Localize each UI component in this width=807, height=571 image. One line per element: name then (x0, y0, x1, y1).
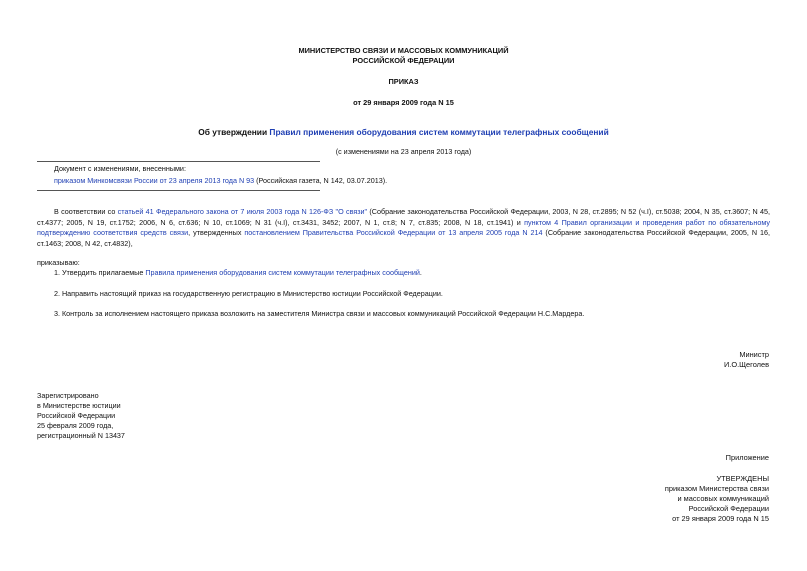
divider-bottom (37, 190, 320, 191)
preamble-text-4: (Собрание законодательства Российской Федерации, 2005, N 16, ст.1463; 2008, N 42, ст.4832), (37, 228, 770, 248)
preamble-text-1: В соответствии со (54, 207, 118, 216)
order-item-1 (54, 268, 422, 277)
registration-line-3: Российской Федерации (37, 411, 116, 420)
appendix-line-4: от 29 января 2009 года N 15 (672, 514, 769, 523)
appendix-line-2: и массовых коммуникаций (677, 494, 769, 503)
rules-paragraph-link[interactable]: пунктом 4 Правил организации и проведения работ по обязательному подтверждению соответствия средств связи (37, 217, 770, 237)
amendments-line (54, 176, 387, 185)
ministry-line-2: РОССИЙСКОЙ ФЕДЕРАЦИИ (352, 56, 455, 65)
appendix-approved: УТВЕРЖДЕНЫ (716, 474, 769, 483)
revision-note: (с изменениями на 23 апреля 2013 года) (335, 147, 472, 156)
doc-date-number: от 29 января 2009 года N 15 (353, 98, 454, 107)
appendix-label: Приложение (725, 453, 769, 462)
preamble-paragraph (37, 207, 770, 249)
registration-line-5: регистрационный N 13437 (37, 431, 125, 440)
title-prefix: Об утверждении (198, 127, 270, 137)
doc-type: ПРИКАЗ (388, 77, 419, 86)
order-word: приказываю: (37, 258, 80, 267)
amendment-order-link[interactable]: приказом Минкомсвязи России от 23 апреля 2013 года N 93 (54, 176, 255, 185)
registration-line-1: Зарегистрировано (37, 391, 99, 400)
divider-top (37, 161, 320, 162)
item-1-suffix: . (419, 268, 422, 277)
item-1-prefix: 1. Утвердить прилагаемые (54, 268, 146, 277)
order-item-3: 3. Контроль за исполнением настоящего приказа возложить на заместителя Министра связи и массовых коммуникаций Российской Федерации Н.С.Мардера. (54, 309, 585, 318)
signature-name: И.О.Щеголев (723, 360, 769, 369)
registration-line-2: в Министерстве юстиции (37, 401, 121, 410)
order-item-2: 2. Направить настоящий приказ на государственную регистрацию в Министерство юстиции Российской Федерации. (54, 289, 443, 298)
registration-line-4: 25 февраля 2009 года, (37, 421, 114, 430)
item-1-rules-link[interactable]: Правила применения оборудования систем коммутации телеграфных сообщений (145, 268, 420, 277)
appendix-line-3: Российской Федерации (688, 504, 769, 513)
law-article-link[interactable]: статьей 41 Федерального закона от 7 июля 2003 года N 126-ФЗ "О связи" (117, 207, 368, 216)
preamble-text-2: (Собрание законодательства Российской Федерации, 2003, N 28, ст.2895; N 52 (ч.I), ст.5038; 2004, N 35, ст.3607; N 45, ст.4377; 2005, N 19, ст.1752; 2006, N 6, ст.636; N 10, ст.1069; N 31 (ч.I), ст.3431, 3452; 2007, N 1, ст.8; N 7, ст.835; 2008, N 18, ст.1941) и (37, 207, 770, 227)
ministry-line-1: МИНИСТЕРСТВО СВЯЗИ И МАССОВЫХ КОММУНИКАЦИЙ (298, 46, 509, 55)
amendments-label: Документ с изменениями, внесенными: (54, 164, 186, 173)
title-rules-link[interactable]: Правил применения оборудования систем коммутации телеграфных сообщений (269, 127, 609, 137)
amendment-source: (Российская газета, N 142, 03.07.2013). (254, 176, 388, 185)
signature-position: Министр (739, 350, 769, 359)
preamble-text-3: , утвержденных (188, 228, 245, 237)
document-title (0, 127, 807, 137)
appendix-line-1: приказом Министерства связи (664, 484, 769, 493)
government-decree-link[interactable]: постановлением Правительства Российской Федерации от 13 апреля 2005 года N 214 (244, 228, 543, 237)
